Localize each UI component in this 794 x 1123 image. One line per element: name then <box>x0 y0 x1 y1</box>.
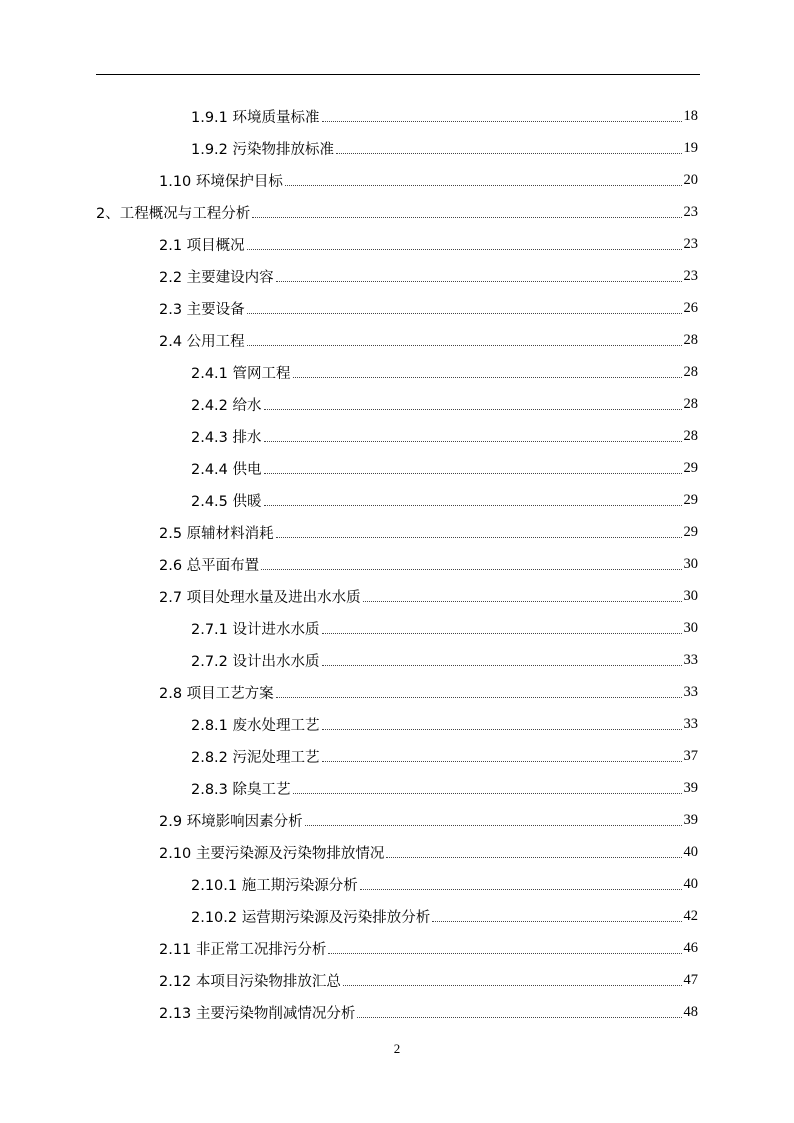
toc-entry[interactable] <box>159 164 698 196</box>
toc-entry-page: 33 <box>683 715 698 732</box>
toc-entry-title: 2.4.1 管网工程 <box>191 365 291 382</box>
toc-dot-leader <box>363 601 682 602</box>
toc-dot-leader <box>322 761 682 762</box>
toc-entry-title: 2.10 主要污染源及污染物排放情况 <box>159 845 385 862</box>
toc-entry-page: 28 <box>683 395 698 412</box>
toc-entry-title: 2.8.2 污泥处理工艺 <box>191 749 320 766</box>
toc-entry[interactable] <box>159 964 698 996</box>
toc-entry[interactable] <box>159 836 698 868</box>
toc-entry-page: 39 <box>683 779 698 796</box>
toc-entry-title: 2.13 主要污染物削减情况分析 <box>159 1005 356 1022</box>
toc-dot-leader <box>432 921 681 922</box>
toc-dot-leader <box>328 953 681 954</box>
toc-entry[interactable] <box>159 516 698 548</box>
toc-dot-leader <box>322 665 682 666</box>
toc-entry-title: 2.4.4 供电 <box>191 461 262 478</box>
toc-dot-leader <box>293 793 682 794</box>
toc-dot-leader <box>247 313 682 314</box>
toc-entry-page: 33 <box>683 683 698 700</box>
toc-dot-leader <box>322 729 682 730</box>
toc-entry[interactable] <box>159 548 698 580</box>
toc-entry-page: 23 <box>683 203 698 220</box>
toc-entry-title: 2、工程概况与工程分析 <box>96 205 251 222</box>
toc-entry-title: 2.10.1 施工期污染源分析 <box>191 877 358 894</box>
toc-dot-leader <box>261 569 681 570</box>
toc-entry-title: 2.8 项目工艺方案 <box>159 685 274 702</box>
toc-entry[interactable] <box>191 452 698 484</box>
toc-dot-leader <box>357 1017 681 1018</box>
toc-entry-page: 23 <box>683 235 698 252</box>
toc-dot-leader <box>305 825 682 826</box>
toc-entry-title: 1.9.2 污染物排放标准 <box>191 141 335 158</box>
toc-entry-title: 2.4.2 给水 <box>191 397 262 414</box>
toc-dot-leader <box>293 377 682 378</box>
toc-entry-title: 2.11 非正常工况排污分析 <box>159 941 327 958</box>
toc-entry[interactable] <box>159 676 698 708</box>
toc-entry-title: 2.7.2 设计出水水质 <box>191 653 320 670</box>
toc-entry[interactable] <box>191 644 698 676</box>
toc-entry[interactable] <box>159 804 698 836</box>
toc-entry-page: 29 <box>683 459 698 476</box>
toc-entry-title: 2.7.1 设计进水水质 <box>191 621 320 638</box>
toc-entry-page: 28 <box>683 363 698 380</box>
toc-entry[interactable] <box>159 260 698 292</box>
toc-entry[interactable] <box>191 484 698 516</box>
toc-dot-leader <box>264 505 682 506</box>
toc-entry-page: 19 <box>683 139 698 156</box>
toc-entry[interactable] <box>191 388 698 420</box>
toc-entry[interactable] <box>159 932 698 964</box>
toc-entry[interactable] <box>191 740 698 772</box>
toc-dot-leader <box>360 889 682 890</box>
toc-entry-page: 33 <box>683 651 698 668</box>
toc-entry[interactable] <box>159 580 698 612</box>
toc-entry-title: 1.9.1 环境质量标准 <box>191 109 320 126</box>
toc-entry-title: 2.2 主要建设内容 <box>159 269 274 286</box>
toc-entry-title: 2.8.3 除臭工艺 <box>191 781 291 798</box>
toc-dot-leader <box>276 281 682 282</box>
toc-dot-leader <box>247 345 682 346</box>
toc-entry-title: 1.10 环境保护目标 <box>159 173 283 190</box>
toc-entry-title: 2.6 总平面布置 <box>159 557 260 574</box>
toc-dot-leader <box>264 409 682 410</box>
toc-entry-page: 46 <box>683 939 698 956</box>
toc-dot-leader <box>336 153 681 154</box>
toc-entry[interactable] <box>96 196 698 228</box>
toc-entry-page: 30 <box>683 555 698 572</box>
toc-entry-title: 2.10.2 运营期污染源及污染排放分析 <box>191 909 431 926</box>
toc-entry-page: 48 <box>683 1003 698 1020</box>
toc-entry[interactable] <box>191 420 698 452</box>
toc-entry[interactable] <box>191 772 698 804</box>
toc-entry-page: 29 <box>683 491 698 508</box>
toc-entry-page: 39 <box>683 811 698 828</box>
toc-entry-page: 28 <box>683 427 698 444</box>
toc-entry-page: 30 <box>683 587 698 604</box>
toc-entry-title: 2.5 原辅材料消耗 <box>159 525 274 542</box>
toc-entry-page: 26 <box>683 299 698 316</box>
toc-entry[interactable] <box>159 996 698 1028</box>
toc-entry-page: 18 <box>683 107 698 124</box>
toc-entry-title: 2.8.1 废水处理工艺 <box>191 717 320 734</box>
toc-dot-leader <box>322 121 682 122</box>
toc-dot-leader <box>276 697 682 698</box>
toc-entry-page: 29 <box>683 523 698 540</box>
toc-entry-page: 40 <box>683 843 698 860</box>
toc-entry-page: 20 <box>683 171 698 188</box>
toc-entry[interactable] <box>159 324 698 356</box>
toc-entry-title: 2.4.3 排水 <box>191 429 262 446</box>
toc-entry[interactable] <box>191 100 698 132</box>
toc-dot-leader <box>264 473 682 474</box>
toc-entry-title: 2.7 项目处理水量及进出水水质 <box>159 589 361 606</box>
toc-entry-title: 2.4 公用工程 <box>159 333 245 350</box>
page-number: 2 <box>393 1041 401 1056</box>
toc-entry-page: 30 <box>683 619 698 636</box>
toc-dot-leader <box>386 857 681 858</box>
header-rule <box>96 74 700 75</box>
toc-entry[interactable] <box>191 356 698 388</box>
toc-dot-leader <box>276 537 682 538</box>
toc-entry-title: 2.3 主要设备 <box>159 301 245 318</box>
toc-dot-leader <box>343 985 682 986</box>
toc-entry-page: 47 <box>683 971 698 988</box>
toc-entry-title: 2.4.5 供暖 <box>191 493 262 510</box>
toc-entry[interactable] <box>159 228 698 260</box>
toc-entry-page: 28 <box>683 331 698 348</box>
toc-dot-leader <box>322 633 682 634</box>
toc-entry-page: 37 <box>683 747 698 764</box>
toc-entry-title: 2.1 项目概况 <box>159 237 245 254</box>
toc-entry[interactable] <box>191 132 698 164</box>
toc-entry[interactable] <box>159 292 698 324</box>
toc-entry-title: 2.12 本项目污染物排放汇总 <box>159 973 341 990</box>
toc-entry-page: 40 <box>683 875 698 892</box>
toc-entry[interactable] <box>191 708 698 740</box>
toc-entry[interactable] <box>191 612 698 644</box>
toc-entry[interactable] <box>191 868 698 900</box>
toc-entry-title: 2.9 环境影响因素分析 <box>159 813 303 830</box>
toc-entry-page: 23 <box>683 267 698 284</box>
toc-entry-page: 42 <box>683 907 698 924</box>
toc-dot-leader <box>247 249 682 250</box>
toc-dot-leader <box>252 217 681 218</box>
toc-dot-leader <box>285 185 682 186</box>
toc-entry[interactable] <box>191 900 698 932</box>
toc-dot-leader <box>264 441 682 442</box>
